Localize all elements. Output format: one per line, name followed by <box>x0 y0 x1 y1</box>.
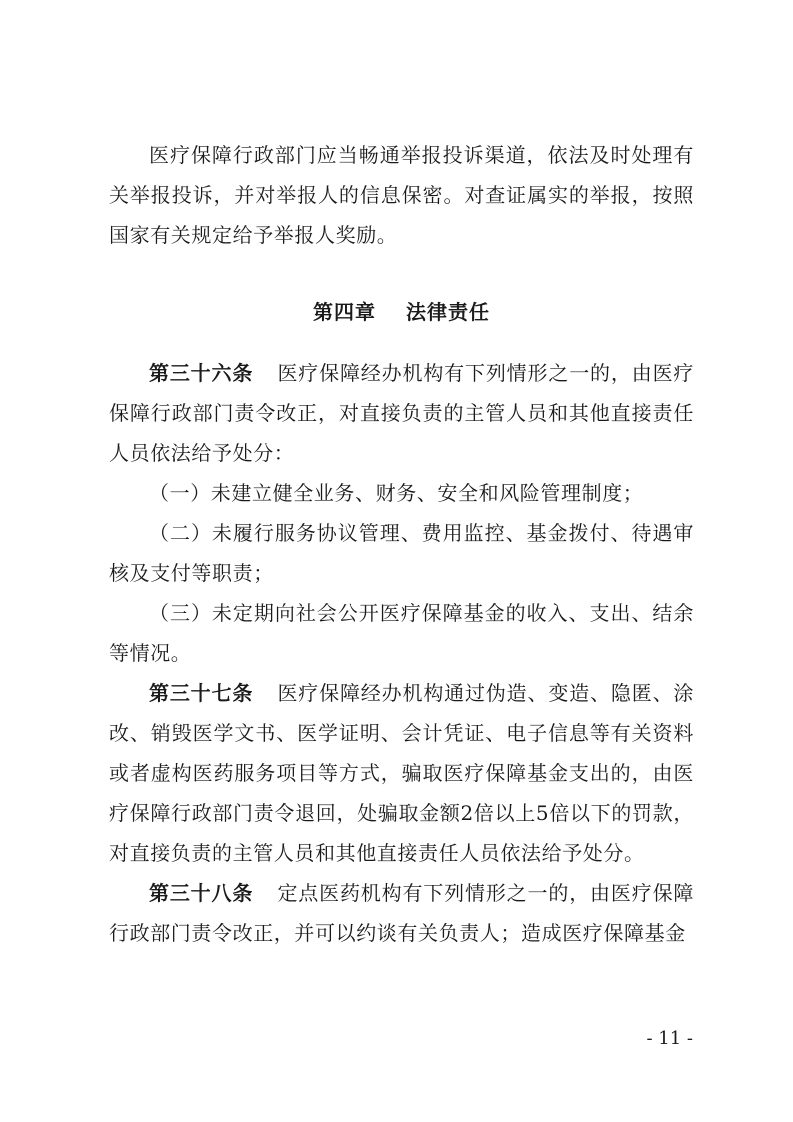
article-label: 第三十七条 <box>149 681 254 705</box>
list-item: （三）未定期向社会公开医疗保障基金的收入、支出、结余等情况。 <box>109 601 694 665</box>
article-text: 医疗保障经办机构通过伪造、变造、隐匿、涂改、销毁医学文书、医学证明、会计凭证、电子信息等有关资料或者虚构医药服务项目等方式，骗取医疗保障基金支出的，由医疗保障行政部门责令退回，处骗取金额2倍以上5倍以下的罚款，对直接负责的主管人员和其他直接责任人员依法给予处分。 <box>109 681 695 865</box>
article-37 <box>109 673 694 873</box>
article-text: 医疗保障经办机构有下列情形之一的，由医疗保障行政部门责令改正，对直接负责的主管人员和其他直接责任人员依法给予处分： <box>109 361 695 465</box>
chapter-number: 第四章 <box>313 300 376 324</box>
articles-block <box>109 353 694 953</box>
article-label: 第三十八条 <box>149 881 254 905</box>
page-number: - 11 - <box>646 1028 693 1049</box>
article-36 <box>109 353 694 473</box>
intro-paragraph: 医疗保障行政部门应当畅通举报投诉渠道，依法及时处理有关举报投诉，并对举报人的信息保密。对查证属实的举报，按照国家有关规定给予举报人奖励。 <box>109 143 694 247</box>
article-38 <box>109 873 694 953</box>
article-label: 第三十六条 <box>149 361 254 385</box>
list-item: （一）未建立健全业务、财务、安全和风险管理制度； <box>149 481 644 505</box>
chapter-title: 法律责任 <box>406 300 490 324</box>
chapter-heading <box>109 292 694 332</box>
intro-block <box>109 135 694 255</box>
list-item: （二）未履行服务协议管理、费用监控、基金拨付、待遇审核及支付等职责； <box>109 521 694 585</box>
article-text: 定点医药机构有下列情形之一的，由医疗保障行政部门责令改正，并可以约谈有关负责人；造成医疗保障基金 <box>109 881 695 945</box>
